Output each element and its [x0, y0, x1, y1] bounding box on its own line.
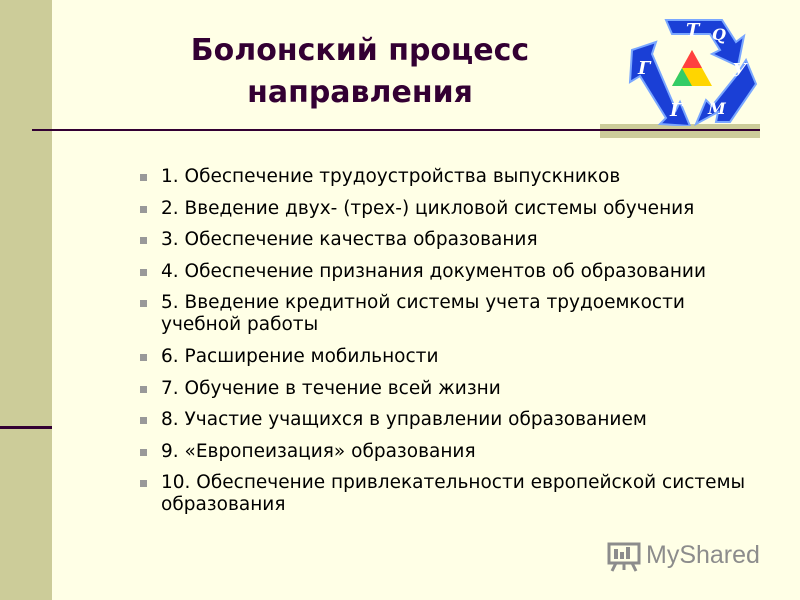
logo-letter-q: Q	[712, 25, 726, 44]
list-item-text: 3. Обеспечение качества образования	[161, 229, 538, 251]
list-item-text: 9. «Европеизация» образования	[161, 440, 476, 462]
slide-title-line2: направления	[247, 75, 473, 110]
bullet-square-icon	[140, 417, 147, 424]
list-item	[140, 261, 760, 283]
list-item-text: 4. Обеспечение признания документов об образовании	[161, 260, 706, 282]
list-item	[140, 346, 760, 368]
list-item-text: 8. Участие учащихся в управлении образованием	[161, 409, 647, 431]
list-item	[140, 378, 760, 400]
logo-arrow-right	[696, 60, 756, 124]
list-item	[140, 441, 760, 463]
list-item-text: 2. Введение двух- (трех-) цикловой системы обучения	[161, 197, 695, 219]
bullet-square-icon	[140, 480, 147, 487]
recycle-arrows-logo	[626, 14, 758, 126]
list-item	[140, 198, 760, 220]
bullet-square-icon	[140, 269, 147, 276]
list-item-text: 6. Расширение мобильности	[161, 345, 439, 367]
list-item-text: 1. Обеспечение трудоустройства выпускников	[161, 166, 621, 187]
bullet-square-icon	[140, 237, 147, 244]
list-item-text: 10. Обеспечение привлекательности европейской системы образования	[161, 472, 746, 516]
list-item	[140, 292, 760, 336]
bullet-square-icon	[140, 354, 147, 361]
logo-triangle-top	[682, 50, 702, 68]
myshared-watermark	[606, 538, 766, 574]
list-item	[140, 166, 760, 188]
list-item	[140, 409, 760, 431]
title-rule	[32, 129, 760, 131]
slide-title	[150, 30, 570, 114]
bullet-square-icon	[140, 206, 147, 213]
watermark-text: MyShared	[646, 541, 760, 569]
list-item-text: 5. Введение кредитной системы учета трудоемкости учебной работы	[161, 292, 685, 336]
list-item-text: 7. Обучение в течение всей жизни	[161, 377, 501, 399]
title-rule-accent	[600, 124, 760, 138]
bullet-square-icon	[140, 174, 147, 181]
left-decor-tick	[0, 426, 52, 429]
list-item	[140, 229, 760, 251]
logo-letter-g-left: Г	[638, 58, 651, 79]
left-decor-bar	[0, 0, 52, 600]
presentation-board-icon	[606, 540, 642, 572]
directions-list	[140, 166, 760, 526]
bullet-square-icon	[140, 386, 147, 393]
bullet-square-icon	[140, 449, 147, 456]
logo-letter-u: У	[732, 60, 747, 81]
bullet-square-icon	[140, 300, 147, 307]
logo-letter-g-bottom: Г	[670, 100, 683, 121]
slide-title-line1: Болонский процесс	[190, 33, 530, 68]
logo-letter-m: М	[708, 99, 726, 118]
logo-letter-t: Т	[686, 20, 700, 41]
list-item	[140, 472, 760, 516]
